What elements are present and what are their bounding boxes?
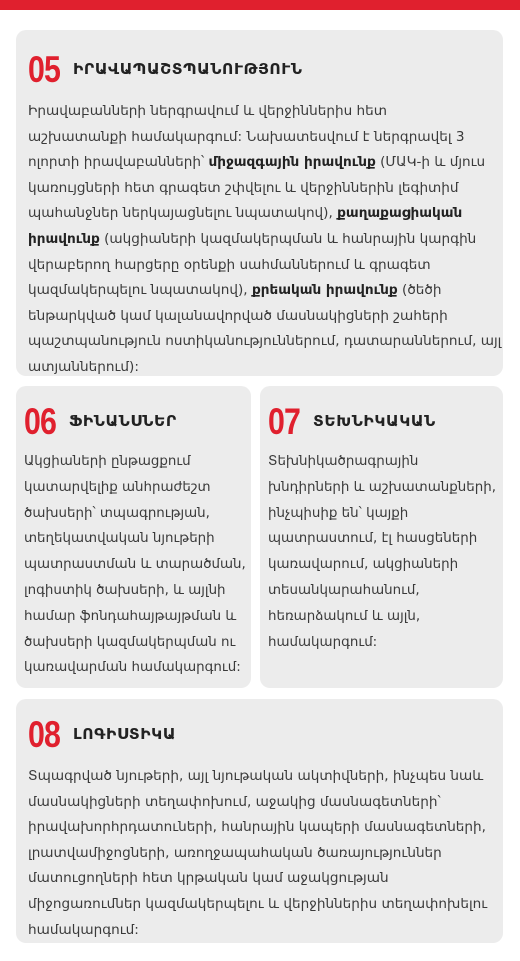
section-title: ԼՈԳԻՍՏԻԿԱ xyxy=(73,725,177,743)
body-text-segment: ատյաններում): xyxy=(28,358,139,375)
body-text-segment: լրատվամիջոցների, առողջապահական ծառայություններ xyxy=(28,844,442,861)
body-line xyxy=(28,227,491,253)
section-card-technical xyxy=(260,386,503,688)
body-text-segment: (ծեծի xyxy=(397,282,442,299)
body-line xyxy=(28,790,491,816)
body-line xyxy=(24,578,243,604)
body-text-segment: համար ֆոնդահայթայթման և xyxy=(24,608,237,624)
body-text-segment: կատարվելիք անհրաժեշտ xyxy=(24,479,211,495)
body-text-segment: կառավարման համակարգում: xyxy=(24,660,241,676)
section-title: ՏԵԽՆԻԿԱԿԱՆ xyxy=(313,412,436,430)
body-line xyxy=(24,526,243,552)
body-line xyxy=(28,304,491,330)
body-line xyxy=(24,449,243,475)
body-text-segment: աշխատանքի համակարգում: Նախատեսվում է ներգրավել 3 xyxy=(28,128,465,145)
body-line xyxy=(28,329,502,355)
section-card-legal xyxy=(16,30,503,376)
body-text-segment: մատուցողների հետ կրթական կամ աջակցության xyxy=(28,870,389,887)
emphasized-term: իրավունք xyxy=(28,230,100,247)
body-text-segment: պատրաստման և տարածման, xyxy=(24,557,246,573)
section-header xyxy=(268,396,495,446)
section-card-logistics xyxy=(16,699,503,943)
body-line xyxy=(28,815,491,841)
body-line xyxy=(28,278,491,304)
body-line xyxy=(268,526,495,552)
body-text-segment: կառույցների հետ գրագետ շփվելու և վերջիններին լեգիտիմ xyxy=(28,179,459,196)
top-accent-bar xyxy=(0,0,520,10)
body-text-segment: Ակցիաների ընթացքում xyxy=(24,454,191,469)
section-number: 05 xyxy=(28,48,61,90)
body-line xyxy=(28,355,491,381)
section-body xyxy=(24,449,246,681)
body-text-segment: ենթարկված կամ կալանավորված մասնակիցների շահերի xyxy=(28,307,448,324)
body-text-segment: իրավախորհրդատուների, հանրային կապերի մասնագետների, xyxy=(28,819,486,836)
body-text-segment: պահանջներ ներկայացնելու նպատակով), xyxy=(28,205,338,222)
body-line xyxy=(268,578,495,604)
body-text-segment: Իրավաբանների ներգրավում և վերջիններիս հետ xyxy=(28,103,387,119)
body-line xyxy=(28,150,491,176)
body-line xyxy=(24,501,243,527)
body-line xyxy=(28,764,491,790)
body-line xyxy=(28,99,491,125)
body-text-segment: Տպագրված նյութերի, այլ նյութական ակտիվների, ինչպես նաև xyxy=(28,768,484,784)
body-line xyxy=(28,892,491,918)
body-text-segment: վերաբերող հարցերը օրենքի սահմաններում և գրագետ xyxy=(28,256,431,273)
body-text-segment: համակարգում: xyxy=(28,921,139,938)
body-line xyxy=(28,201,491,227)
section-body xyxy=(28,99,502,381)
body-text-segment: մասնակիցների տեղափոխում, աջակից մասնագետների՝ xyxy=(28,793,441,810)
section-number: 08 xyxy=(28,713,61,755)
body-text-segment: կառավարում, ակցիաների xyxy=(268,557,459,573)
section-header xyxy=(24,396,243,446)
section-number: 06 xyxy=(24,400,57,442)
section-title: ՖԻՆԱՆՍՆԵՐ xyxy=(69,412,177,430)
body-text-segment: համակարգում: xyxy=(268,634,378,650)
body-text-segment: հեռարձակում և այլն, xyxy=(268,608,421,624)
body-text-segment: լոգիստիկ ծախսերի, և այլնի xyxy=(24,582,226,598)
body-text-segment: (ակցիաների կազմակերպման և հանրային կարգին xyxy=(99,230,477,247)
body-line xyxy=(28,125,491,151)
body-line xyxy=(268,630,495,656)
body-text-segment: ծախսերի կազմակերպման ու xyxy=(24,634,236,650)
body-line xyxy=(28,176,491,202)
body-line xyxy=(24,604,243,630)
emphasized-term: քաղաքացիական xyxy=(337,205,463,222)
body-text-segment: պաշտպանություն ոստիկանություններում, դատարաններում, այլ xyxy=(28,333,502,350)
body-line xyxy=(24,630,243,656)
section-header xyxy=(28,44,491,94)
section-body xyxy=(28,764,491,943)
body-line xyxy=(28,841,491,867)
body-line xyxy=(24,475,243,501)
body-text-segment: միջոցառումներ կազմակերպելու և վերջիններիս տեղափոխելու xyxy=(28,895,488,912)
section-header xyxy=(28,709,491,759)
body-text-segment: կազմակերպելու նպատակով), xyxy=(28,282,252,299)
body-text-segment: խնդիրների և աշխատանքների, xyxy=(268,479,496,495)
section-card-finances xyxy=(16,386,251,688)
body-line xyxy=(28,866,491,892)
section-body xyxy=(268,449,495,655)
body-line xyxy=(28,918,491,944)
emphasized-term: միջազգային իրավունք xyxy=(208,154,376,171)
body-text-segment: ծախսերի՝ տպագրության, xyxy=(24,505,210,521)
body-line xyxy=(24,655,243,681)
body-text-segment: տեղեկատվական նյութերի xyxy=(24,531,215,547)
body-text-segment: Տեխնիկածրագրային xyxy=(268,454,419,469)
section-title: ԻՐԱՎԱՊԱՇՏՊԱՆՈՒԹՅՈՒՆ xyxy=(73,60,303,78)
body-line xyxy=(268,604,495,630)
body-line xyxy=(268,449,495,475)
body-line xyxy=(268,475,495,501)
body-text-segment: պատրաստում, էլ հասցեների xyxy=(268,531,478,547)
body-line xyxy=(268,501,495,527)
body-text-segment: ինչպիսիք են՝ կայքի xyxy=(268,505,409,521)
body-line xyxy=(268,552,495,578)
body-text-segment: (ՄԱԿ-ի և մյուս xyxy=(375,154,486,171)
section-number: 07 xyxy=(268,400,301,442)
body-line xyxy=(24,552,246,578)
body-text-segment: տեսանկարահանում, xyxy=(268,582,420,598)
body-line xyxy=(28,253,491,279)
emphasized-term: քրեական իրավունք xyxy=(251,282,398,299)
body-text-segment: ոլորտի իրավաբանների՝ xyxy=(28,154,209,171)
